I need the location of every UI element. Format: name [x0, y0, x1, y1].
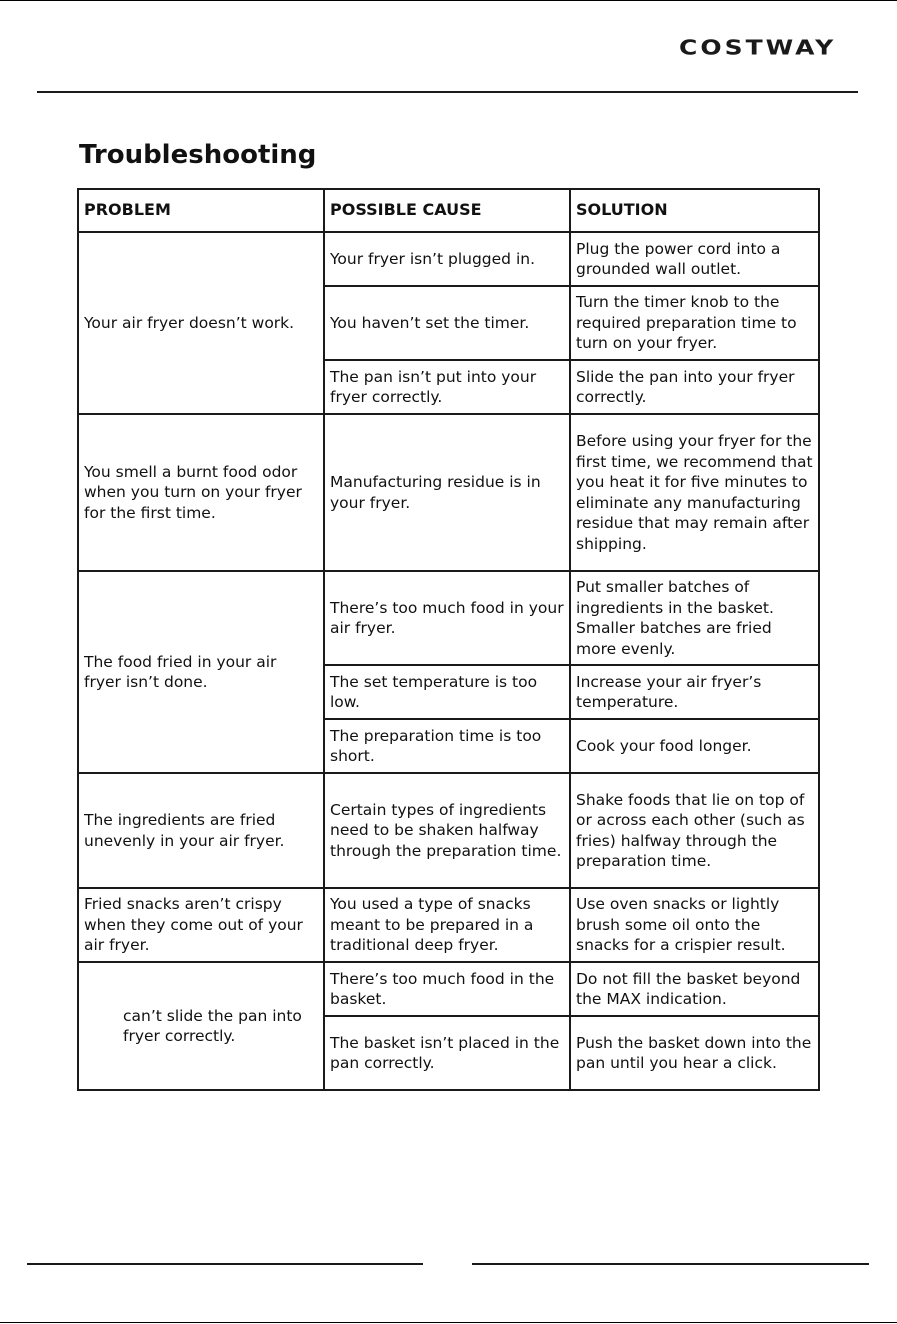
brand-logo: COSTWAY: [679, 35, 837, 60]
cause-cell: You used a type of snacks meant to be prepared in a traditional deep fryer.: [324, 888, 570, 962]
cause-column-header: POSSIBLE CAUSE: [324, 189, 570, 232]
cause-cell: Manufacturing residue is in your fryer.: [324, 414, 570, 571]
cause-cell: There’s too much food in your air fryer.: [324, 571, 570, 665]
table-row: [78, 962, 819, 1016]
solution-cell: Increase your air fryer’s temperature.: [570, 665, 819, 719]
troubleshooting-table: [77, 188, 820, 1091]
table-row: [78, 571, 819, 665]
problem-cell: Fried snacks aren’t crispy when they come out of your air fryer.: [78, 888, 324, 962]
problem-cell: You smell a burnt food odor when you turn on your fryer for the first time.: [78, 414, 324, 571]
cause-cell: There’s too much food in the basket.: [324, 962, 570, 1016]
table-row: [78, 773, 819, 888]
cause-cell: Your fryer isn’t plugged in.: [324, 232, 570, 286]
solution-cell: Push the basket down into the pan until you hear a click.: [570, 1016, 819, 1090]
page-title: Troubleshooting: [79, 140, 317, 170]
table-row: [78, 888, 819, 962]
problem-cell: The ingredients are fried unevenly in your air fryer.: [78, 773, 324, 888]
page-top-edge: [0, 0, 897, 1]
problem-cell: The food fried in your air fryer isn’t done.: [78, 571, 324, 773]
solution-cell: Plug the power cord into a grounded wall outlet.: [570, 232, 819, 286]
cause-cell: The preparation time is too short.: [324, 719, 570, 773]
solution-cell: Turn the timer knob to the required preparation time to turn on your fryer.: [570, 286, 819, 360]
page-bottom-edge: [0, 1322, 897, 1323]
table-row: [78, 232, 819, 286]
solution-cell: Cook your food longer.: [570, 719, 819, 773]
solution-cell: Use oven snacks or lightly brush some oil onto the snacks for a crispier result.: [570, 888, 819, 962]
footer-rule-right: [472, 1263, 869, 1265]
problem-cell: Your air fryer doesn’t work.: [78, 232, 324, 414]
solution-cell: Do not fill the basket beyond the MAX indication.: [570, 962, 819, 1016]
problem-column-header: PROBLEM: [78, 189, 324, 232]
table-header-row: [78, 189, 819, 232]
table-row: [78, 414, 819, 571]
solution-cell: Slide the pan into your fryer correctly.: [570, 360, 819, 414]
cause-cell: The set temperature is too low.: [324, 665, 570, 719]
cause-cell: The basket isn’t placed in the pan correctly.: [324, 1016, 570, 1090]
solution-cell: Shake foods that lie on top of or across each other (such as fries) halfway through the preparation time.: [570, 773, 819, 888]
cause-cell: The pan isn’t put into your fryer correctly.: [324, 360, 570, 414]
cause-cell: Certain types of ingredients need to be shaken halfway through the preparation time.: [324, 773, 570, 888]
solution-cell: Put smaller batches of ingredients in the basket. Smaller batches are fried more evenly.: [570, 571, 819, 665]
solution-cell: Before using your fryer for the first time, we recommend that you heat it for five minutes to eliminate any manufacturing residue that may remain after shipping.: [570, 414, 819, 571]
solution-column-header: SOLUTION: [570, 189, 819, 232]
cause-cell: You haven’t set the timer.: [324, 286, 570, 360]
footer-rule-left: [27, 1263, 423, 1265]
header-rule: [37, 91, 858, 93]
problem-cell: can’t slide the pan into fryer correctly.: [78, 962, 324, 1090]
